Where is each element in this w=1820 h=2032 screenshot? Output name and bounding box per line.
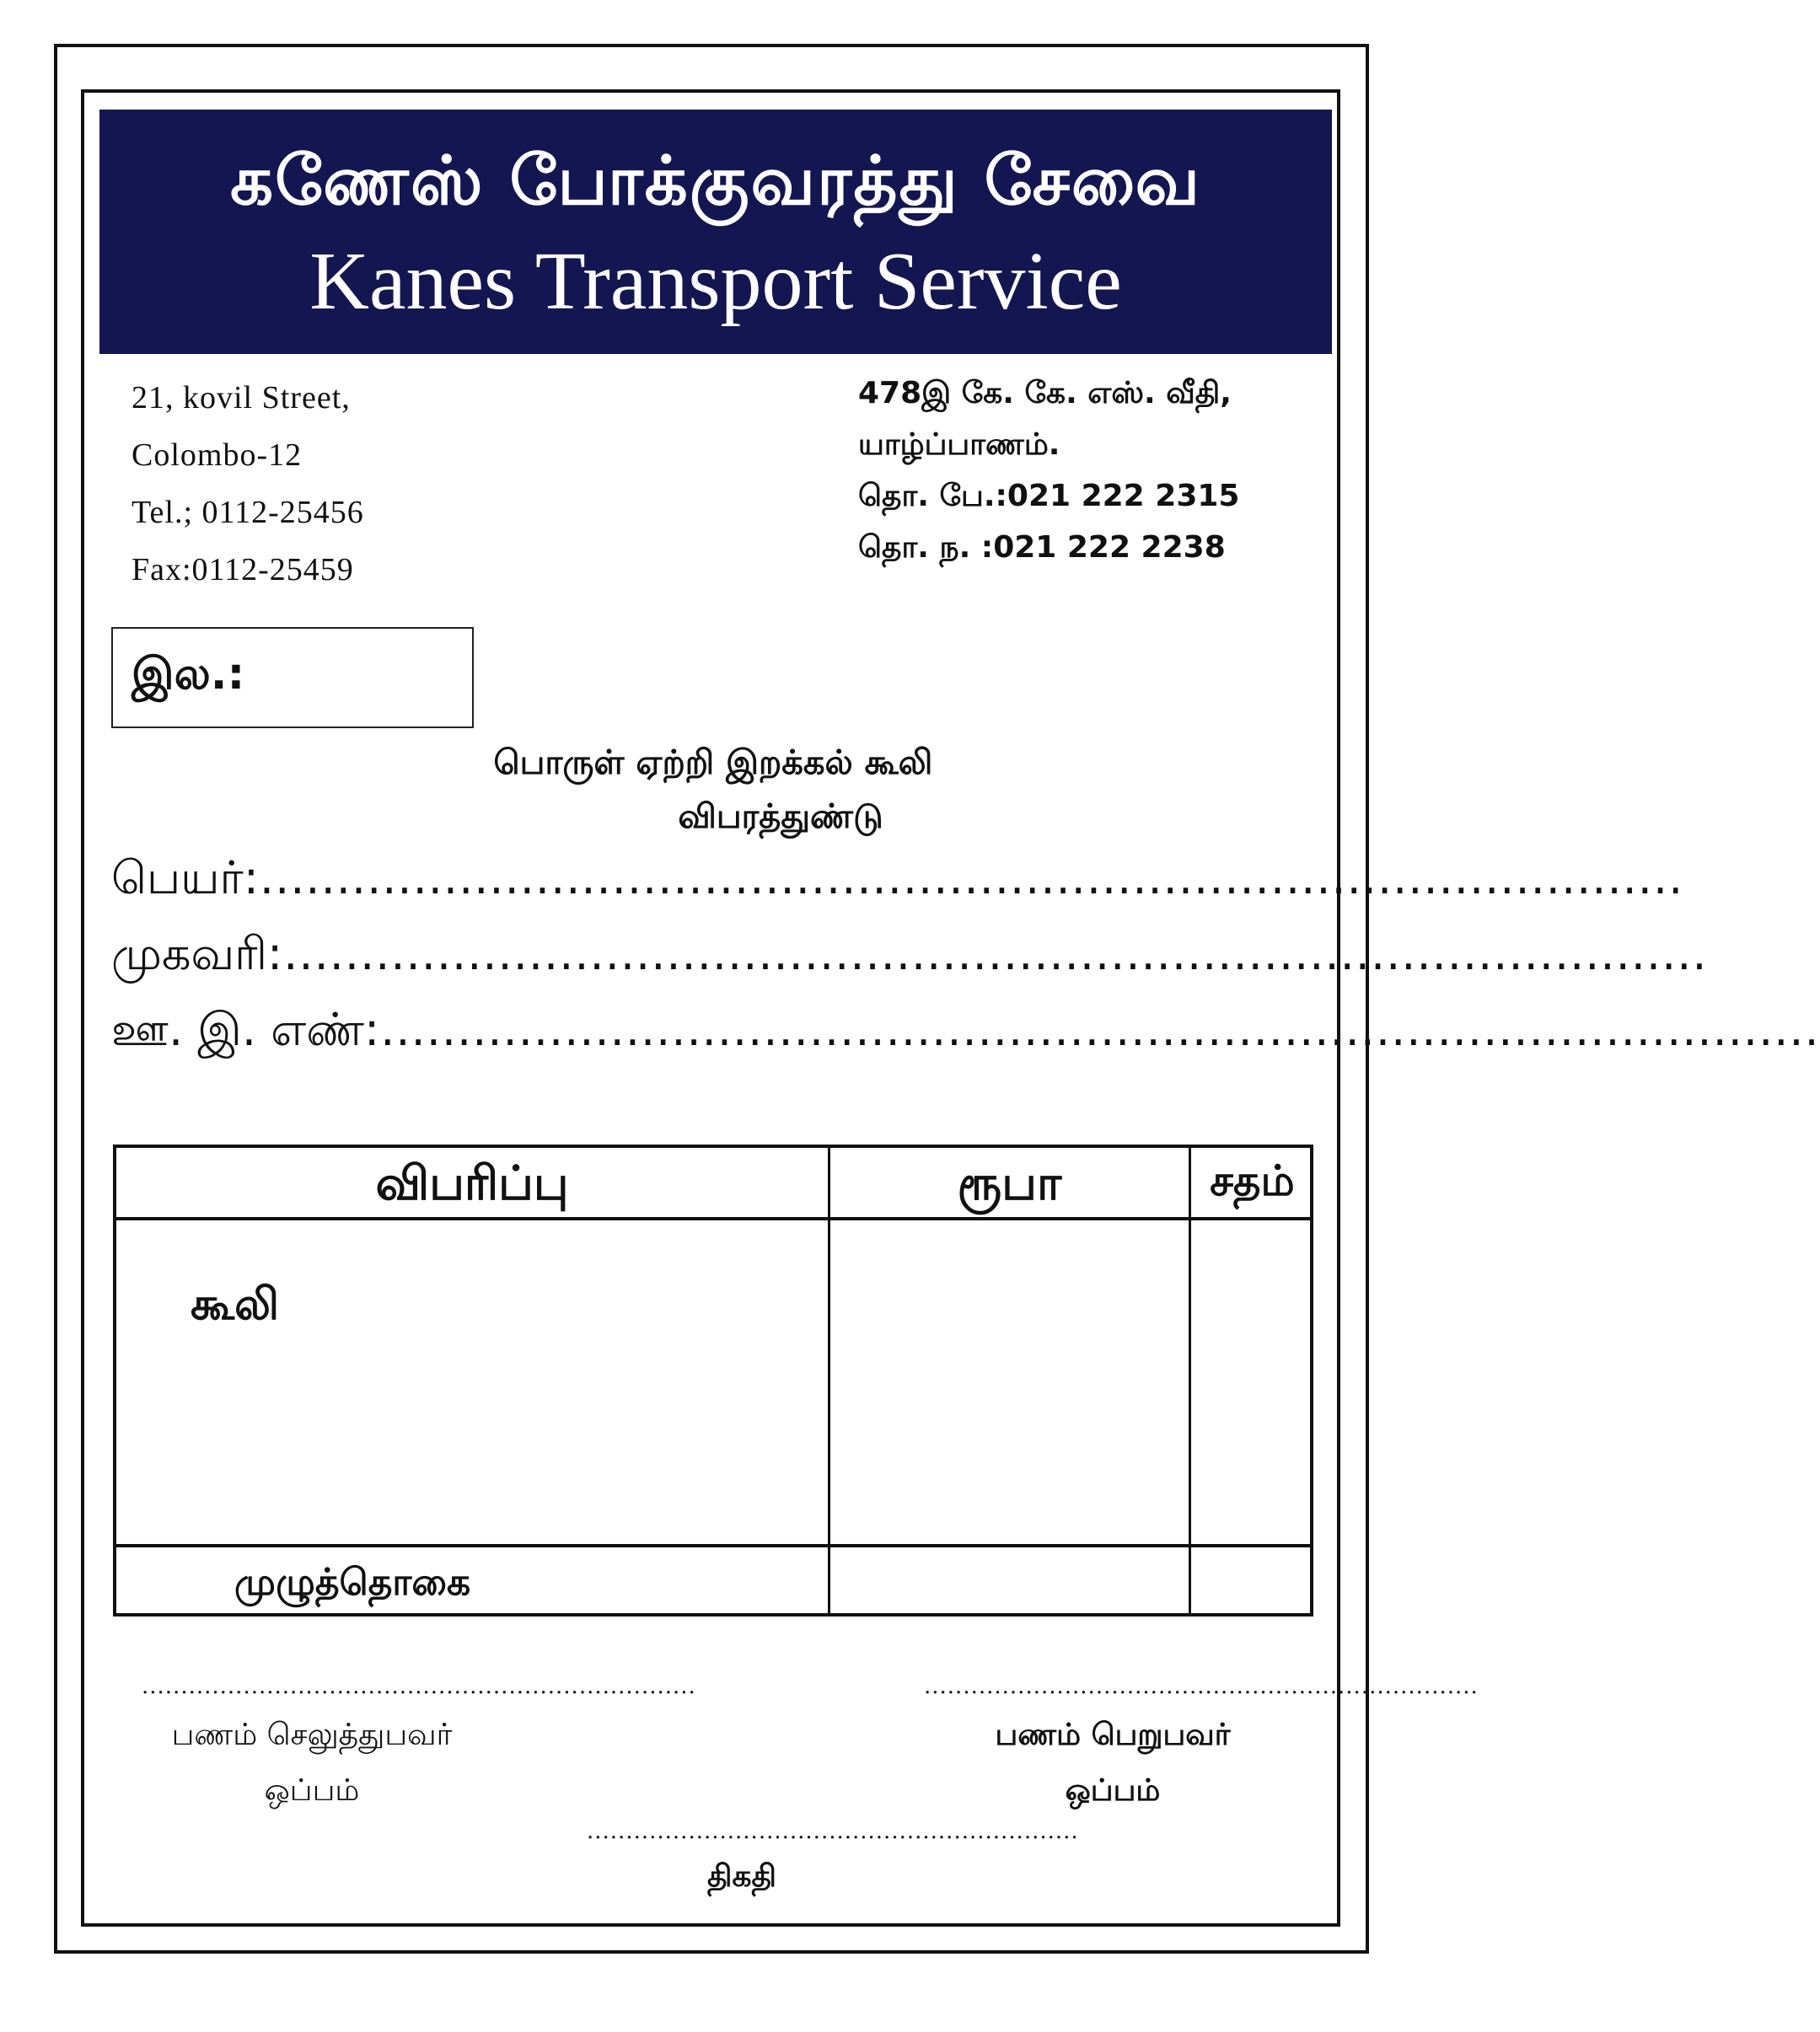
colombo-address bbox=[132, 369, 364, 598]
charges-table bbox=[113, 1145, 1313, 1616]
name-label: பெயர் bbox=[111, 851, 244, 904]
header-description: விபரிப்பு bbox=[375, 1156, 569, 1211]
total-rupees-cell[interactable] bbox=[830, 1547, 1189, 1613]
payer-signature-label bbox=[101, 1708, 523, 1819]
telephone: தொ. பே.:021 222 2315 bbox=[858, 479, 1240, 513]
receiver-signature-label bbox=[902, 1708, 1323, 1819]
item-wage: கூலி bbox=[191, 1279, 280, 1330]
address-field[interactable] bbox=[111, 927, 1708, 987]
id-number-label: ஊ. இ. எண் bbox=[111, 1003, 365, 1056]
header-cents: சதம் bbox=[1210, 1156, 1295, 1205]
company-name-english: Kanes Transport Service bbox=[309, 236, 1122, 327]
receiver-signature-line[interactable]: ....................................................................... bbox=[924, 1674, 1479, 1699]
header-banner bbox=[99, 110, 1332, 354]
fax: தொ. ந. :021 222 2238 bbox=[858, 530, 1226, 565]
cents-cell[interactable] bbox=[1191, 1220, 1313, 1544]
id-number-dotted-line[interactable]: :.............................................................................................. bbox=[364, 1003, 1820, 1056]
payer-signature-line[interactable]: ....................................................................... bbox=[142, 1674, 696, 1699]
receipt-number-label: இல.: bbox=[132, 649, 245, 700]
total-label: முழுத்தொகை bbox=[234, 1561, 471, 1604]
id-number-field[interactable] bbox=[111, 1003, 1820, 1063]
address-dotted-line[interactable]: :............................................................................................. bbox=[267, 927, 1708, 980]
fax: Fax:0112-25459 bbox=[132, 552, 354, 587]
company-name-tamil: கணேஸ் போக்குவரத்து சேவை bbox=[229, 142, 1202, 220]
rupees-cell[interactable] bbox=[830, 1220, 1189, 1544]
jaffna-address bbox=[858, 367, 1239, 573]
header-rupees: ரூபா bbox=[957, 1156, 1062, 1211]
telephone: Tel.; 0112-25456 bbox=[132, 495, 364, 530]
payer-label-line2: ஒப்பம் bbox=[264, 1773, 360, 1808]
date-label: திகதி bbox=[706, 1859, 777, 1894]
name-dotted-line[interactable]: :............................................................................................. bbox=[243, 851, 1684, 904]
address-line: 21, kovil Street, bbox=[132, 380, 351, 416]
address-line: Colombo-12 bbox=[132, 437, 303, 473]
date-line[interactable]: ............................................................... bbox=[587, 1819, 1079, 1844]
payer-label-line1: பணம் செலுத்துபவர் bbox=[171, 1718, 453, 1752]
address-label: முகவரி bbox=[111, 927, 268, 980]
total-cents-cell[interactable] bbox=[1191, 1547, 1313, 1613]
document-title: பொருள் ஏற்றி இறக்கல் கூலி bbox=[493, 743, 933, 782]
receiver-label-line2: ஒப்பம் bbox=[1065, 1773, 1161, 1808]
document-subtitle: விபரத்துண்டு bbox=[678, 797, 883, 836]
receiver-label-line1: பணம் பெறுபவர் bbox=[995, 1718, 1231, 1752]
address-line: 478இ கே. கே. எஸ். வீதி, bbox=[858, 376, 1232, 410]
name-field[interactable] bbox=[111, 851, 1684, 911]
receipt-number-box[interactable] bbox=[111, 627, 474, 728]
address-line: யாழ்ப்பாணம். bbox=[858, 427, 1060, 462]
